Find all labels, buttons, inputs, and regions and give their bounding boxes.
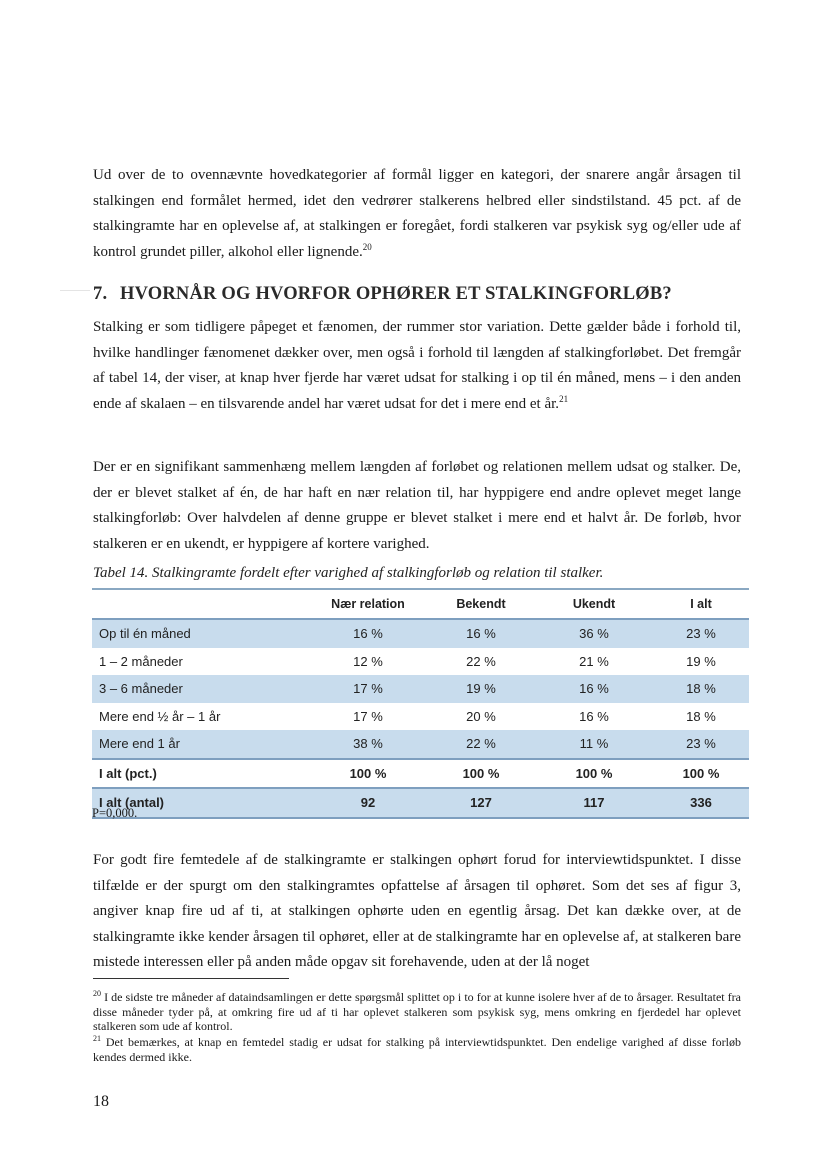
- table-row-total-count: [92, 787, 749, 819]
- table-cell: 16 %: [466, 626, 496, 642]
- paragraph-text: Stalking er som tidligere påpeget et fænomen, der rummer stor variation. Dette gælder både i forhold til, hvilke handlinger fænomenet dækker over, men også i forhold til længden af stalkingforløbet. Det fremgår af tabel 14, der viser, at knap hver fjerde har været udsat for stalking i op til én måned, mens – i den anden ende af skalaen – en tilsvarende andel har været udsat for det i mere end et år.: [93, 319, 741, 412]
- table-cell: 17 %: [353, 681, 383, 697]
- footnote-separator: [93, 978, 289, 979]
- section-heading: [93, 284, 753, 305]
- table-cell: 17 %: [353, 708, 383, 724]
- table-cell: 18 %: [686, 708, 716, 724]
- table-cell: 11 %: [579, 736, 609, 752]
- footnote-21: [93, 1035, 741, 1064]
- table-cell: 100 %: [682, 765, 720, 781]
- table-cell: 92: [360, 795, 376, 811]
- table-caption: Tabel 14. Stalkingramte fordelt efter varighed af stalkingforløb og relation til stalker.: [93, 565, 604, 581]
- section-number: 7.: [93, 284, 108, 304]
- table-cell: 16 %: [353, 626, 383, 642]
- table-cell: 12 %: [353, 653, 383, 669]
- footnote-text: Det bemærkes, at knap en femtedel stadig er udsat for stalking på interviewtidspunktet. Den endelige varighed af disse forløb kendes dermed ikke.: [93, 1035, 742, 1064]
- table-cell: 22 %: [466, 736, 496, 752]
- footnote-ref-21[interactable]: 21: [559, 393, 569, 404]
- table-row-total-pct: [92, 760, 749, 788]
- table-row: [92, 675, 749, 703]
- table-cell: 336: [690, 795, 712, 811]
- table-cell: 22 %: [466, 653, 496, 669]
- row-label: I alt (antal): [99, 795, 165, 811]
- table-cell: 117: [583, 795, 605, 811]
- table-cell: 100 %: [575, 765, 613, 781]
- paragraph-text: Ud over de to ovennævnte hovedkategorier af formål ligger en kategori, der snarere angår årsagen til stalkingen end formålet hermed, idet den vedrører stalkerens helbred eller sindstilstand. 45 pct. af de stalkingramte har en oplevelse af, at stalkingen er foregået, fordi stalkeren var psykisk syg og/eller ude af kontrol grundet piller, alkohol eller lignende.: [93, 167, 741, 260]
- table-significance-note: P=0,000.: [92, 806, 138, 820]
- paragraph-purpose-health: [93, 163, 741, 265]
- table-cell: 38 %: [353, 736, 383, 752]
- footnote-ref-20[interactable]: 20: [362, 241, 372, 252]
- table-cell: 16 %: [579, 681, 609, 697]
- table-header-row: [92, 588, 749, 620]
- heading-rule: [60, 290, 90, 291]
- table-cell: 18 %: [686, 681, 716, 697]
- table-row: [92, 648, 749, 676]
- row-label: Mere end 1 år: [99, 736, 180, 752]
- table-cell: 36 %: [579, 626, 609, 642]
- table-cell: 100 %: [462, 765, 500, 781]
- row-label: 1 – 2 måneder: [99, 653, 183, 669]
- page-number: 18: [93, 1093, 109, 1110]
- table-row: [92, 703, 749, 731]
- paragraph-variation: [93, 315, 741, 417]
- table-14: [92, 588, 749, 819]
- table-row: [92, 730, 749, 760]
- footnote-number: 21: [93, 1034, 101, 1043]
- table-cell: 100 %: [349, 765, 387, 781]
- paragraph-relation: Der er en signifikant sammenhæng mellem længden af forløbet og relationen mellem udsat og stalker. De, der er blevet stalket af én, de har haft en nær relation til, har hyppigere end andre oplevet meget lange stalkingforløb: Over halvdelen af denne gruppe er blevet stalket i mere end et halvt år. De forløb, hvor stalkeren er en ukendt, er hyppigere af kortere varighed.: [93, 459, 741, 552]
- paragraph-cessation: For godt fire femtedele af de stalkingramte er stalkingen ophørt forud for interviewtidspunktet. I disse tilfælde er der spurgt om den stalkingramtes opfattelse af årsagen til ophøret. Som det ses af figur 3, angiver knap fire ud af ti, at stalkingen ophørte uden en egentlig årsag. Det kan dække over, at de stalkingramte ikke kender årsagen til ophøret, eller at de stalkingramte har en oplevelse af, at stalkeren bare mistede interessen eller på anden måde opgav sit forehavende, uden at der lå noget: [93, 852, 741, 970]
- table-cell: 19 %: [466, 681, 496, 697]
- table-cell: 127: [470, 795, 492, 811]
- row-label: Op til én måned: [99, 626, 191, 642]
- table-cell: 16 %: [579, 708, 609, 724]
- row-label: Mere end ½ år – 1 år: [99, 708, 221, 724]
- header-cell-ukendt: Ukendt: [572, 597, 616, 611]
- table-cell: 19 %: [686, 653, 716, 669]
- header-cell-i-alt: I alt: [690, 597, 712, 611]
- footnote-number: 20: [93, 989, 101, 998]
- table-cell: 20 %: [466, 708, 496, 724]
- section-title: HVORNÅR OG HVORFOR OPHØRER ET STALKINGFORLØB?: [120, 284, 672, 304]
- table-cell: 23 %: [686, 626, 716, 642]
- header-cell-bekendt: Bekendt: [456, 597, 506, 611]
- table-cell: 23 %: [686, 736, 716, 752]
- row-label: 3 – 6 måneder: [99, 681, 183, 697]
- table-row: [92, 620, 749, 648]
- row-label: I alt (pct.): [99, 765, 157, 781]
- footnote-20: [93, 990, 741, 1034]
- table-cell: 21 %: [579, 653, 609, 669]
- header-cell-naer-relation: Nær relation: [331, 597, 405, 611]
- footnote-text: I de sidste tre måneder af dataindsamlingen er dette spørgsmål splittet op i to for at kunne isolere hver af de to årsager. Resultatet fra disse måneder tyder på, at omkring fire ud af ti har oplevet stalkeren som psykisk syg, mens omkring en fjerdedel har oplevet stalkeren som ude af kontrol.: [93, 990, 742, 1033]
